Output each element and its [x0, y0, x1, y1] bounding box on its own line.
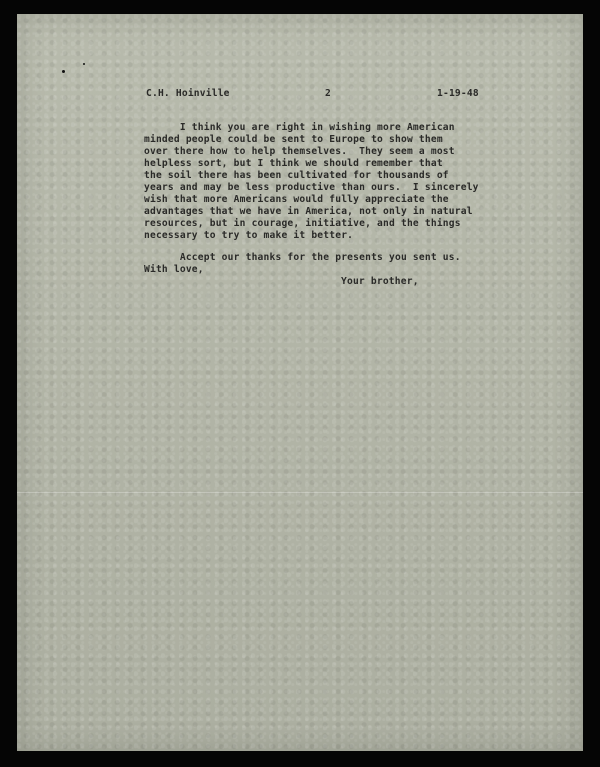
body-line: minded people could be sent to Europe to show them	[144, 134, 443, 145]
body-line: wish that more Americans would fully appreciate the	[144, 194, 449, 205]
body-line: the soil there has been cultivated for thousands of	[144, 170, 449, 181]
paper-sheet	[17, 14, 583, 751]
body-line: years and may be less productive than ours. I sincerely	[144, 182, 479, 193]
ink-speck	[83, 63, 85, 65]
thanks-line: Accept our thanks for the presents you sent us.	[144, 252, 461, 263]
letter-date: 1-19-48	[437, 88, 479, 99]
with-love-line: With love,	[144, 264, 204, 275]
page-number: 2	[325, 88, 331, 99]
body-line: necessary to try to make it better.	[144, 230, 354, 241]
body-line: resources, but in courage, initiative, and the things	[144, 218, 461, 229]
header-recipient: C.H. Hoinville	[146, 88, 230, 99]
fold-crease	[17, 492, 583, 493]
ink-speck	[62, 70, 65, 73]
body-line: I think you are right in wishing more American	[144, 122, 455, 133]
body-line: over there how to help themselves. They seem a most	[144, 146, 455, 157]
signoff: Your brother,	[341, 276, 419, 287]
body-line: advantages that we have in America, not only in natural	[144, 206, 473, 217]
body-line: helpless sort, but I think we should remember that	[144, 158, 443, 169]
